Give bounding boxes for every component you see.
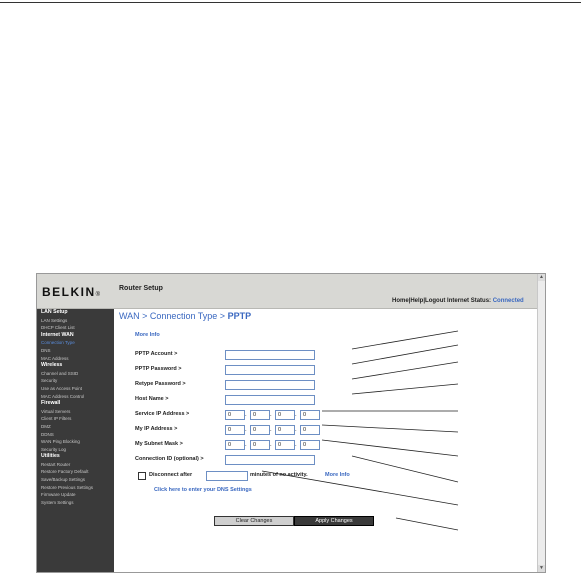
sidebar-item[interactable]: DNS <box>41 347 51 353</box>
retype-password-input[interactable] <box>225 380 315 390</box>
service-ip-octet-2[interactable]: 0 <box>250 410 270 420</box>
disconnect-minutes-input[interactable] <box>206 471 248 481</box>
service-ip-label: Service IP Address > <box>135 411 190 417</box>
ip-dot: . <box>245 427 247 433</box>
dns-settings-link[interactable]: Click here to enter your DNS Settings <box>154 487 252 493</box>
sidebar-item[interactable]: Restart Router <box>41 461 71 467</box>
breadcrumb-current: PPTP <box>227 311 252 321</box>
ip-dot: . <box>245 412 247 418</box>
breadcrumb-path: WAN > Connection Type > <box>119 311 228 321</box>
connection-id-input[interactable] <box>225 455 315 465</box>
nav-links[interactable]: Home|Help|Logout <box>392 298 446 304</box>
sidebar-item[interactable]: Restore Previous Settings <box>41 484 94 490</box>
sidebar-item[interactable]: Virtual Servers <box>41 408 71 414</box>
ip-dot: . <box>295 442 297 448</box>
disconnect-label: Disconnect after <box>149 472 193 478</box>
disconnect-more-info-link[interactable]: More Info <box>325 472 350 478</box>
connection-id-label: Connection ID (optional) > <box>135 456 204 462</box>
pptp-password-input[interactable] <box>225 365 315 375</box>
ip-dot: . <box>245 442 247 448</box>
internet-status-value: Connected <box>492 298 524 304</box>
sidebar-item[interactable]: Use as Access Point <box>41 385 83 391</box>
ip-dot: . <box>270 412 272 418</box>
apply-changes-button[interactable]: Apply Changes <box>294 516 374 526</box>
service-ip-octet-3[interactable]: 0 <box>275 410 295 420</box>
my-ip-octet-2[interactable]: 0 <box>250 425 270 435</box>
sidebar-item[interactable]: MAC Address Control <box>41 393 85 399</box>
sidebar-section-heading: LAN Setup <box>41 309 68 315</box>
host-name-input[interactable] <box>225 395 315 405</box>
belkin-logo: BELKIN® <box>42 285 101 299</box>
sidebar-item[interactable]: System Settings <box>41 499 74 505</box>
ip-dot: . <box>295 412 297 418</box>
page-header-title: Router Setup <box>119 285 163 292</box>
retype-password-label: Retype Password > <box>135 381 186 387</box>
internet-status-label: Internet Status: <box>447 298 492 304</box>
top-divider <box>0 2 581 3</box>
more-info-link[interactable]: More Info <box>135 332 160 338</box>
subnet-mask-label: My Subnet Mask > <box>135 441 183 447</box>
sidebar-item[interactable]: MAC Address <box>41 355 69 361</box>
disconnect-suffix: minutes of no activity. <box>250 472 308 478</box>
sidebar-item[interactable]: DHCP Client List <box>41 325 75 331</box>
subnet-mask-octet-1[interactable]: 0 <box>225 440 245 450</box>
scroll-up-icon[interactable]: ▲ <box>539 274 544 280</box>
sidebar-item[interactable]: Channel and SSID <box>41 370 79 376</box>
sidebar-item[interactable]: WAN Ping Blocking <box>41 439 80 445</box>
my-ip-octet-4[interactable]: 0 <box>300 425 320 435</box>
my-ip-octet-1[interactable]: 0 <box>225 425 245 435</box>
header-bar <box>37 274 545 309</box>
ip-dot: . <box>295 427 297 433</box>
sidebar-section-heading: Utilities <box>41 453 60 460</box>
subnet-mask-octet-3[interactable]: 0 <box>275 440 295 450</box>
ip-dot: . <box>270 442 272 448</box>
my-ip-octet-3[interactable]: 0 <box>275 425 295 435</box>
sidebar-item[interactable]: Save/Backup Settings <box>41 477 86 483</box>
subnet-mask-octet-2[interactable]: 0 <box>250 440 270 450</box>
router-setup-screenshot <box>36 273 546 573</box>
sidebar-section-heading: Firewall <box>41 400 61 407</box>
sidebar-item[interactable]: Client IP Filters <box>41 416 72 422</box>
sidebar-item[interactable]: DDNS <box>41 431 54 437</box>
sidebar-item[interactable]: Security <box>41 378 58 384</box>
clear-changes-button[interactable]: Clear Changes <box>214 516 294 526</box>
service-ip-octet-4[interactable]: 0 <box>300 410 320 420</box>
breadcrumb <box>119 311 251 321</box>
host-name-label: Host Name > <box>135 396 169 402</box>
subnet-mask-octet-4[interactable]: 0 <box>300 440 320 450</box>
logo-mark: ® <box>95 292 101 298</box>
pptp-password-label: PPTP Password > <box>135 366 182 372</box>
scroll-down-icon[interactable]: ▼ <box>539 565 544 571</box>
disconnect-checkbox[interactable] <box>138 472 146 480</box>
header-links[interactable] <box>392 298 524 304</box>
sidebar-item[interactable]: Connection Type <box>41 340 75 346</box>
my-ip-label: My IP Address > <box>135 426 178 432</box>
pptp-account-input[interactable] <box>225 350 315 360</box>
sidebar-item[interactable]: LAN Settings <box>41 317 68 323</box>
ip-dot: . <box>270 427 272 433</box>
sidebar-item[interactable]: DMZ <box>41 423 51 429</box>
sidebar-item[interactable]: Security Log <box>41 446 67 452</box>
service-ip-octet-1[interactable]: 0 <box>225 410 245 420</box>
sidebar-section-heading: Internet WAN <box>41 331 74 338</box>
disconnect-row <box>138 471 438 481</box>
pptp-account-label: PPTP Account > <box>135 351 178 357</box>
sidebar-nav <box>37 309 114 572</box>
sidebar-item[interactable]: Restore Factory Default <box>41 469 89 475</box>
vertical-scrollbar[interactable] <box>537 274 545 572</box>
sidebar-item[interactable]: Firmware Update <box>41 492 76 498</box>
sidebar-section-heading: Wireless <box>41 362 63 369</box>
main-content <box>114 309 538 572</box>
